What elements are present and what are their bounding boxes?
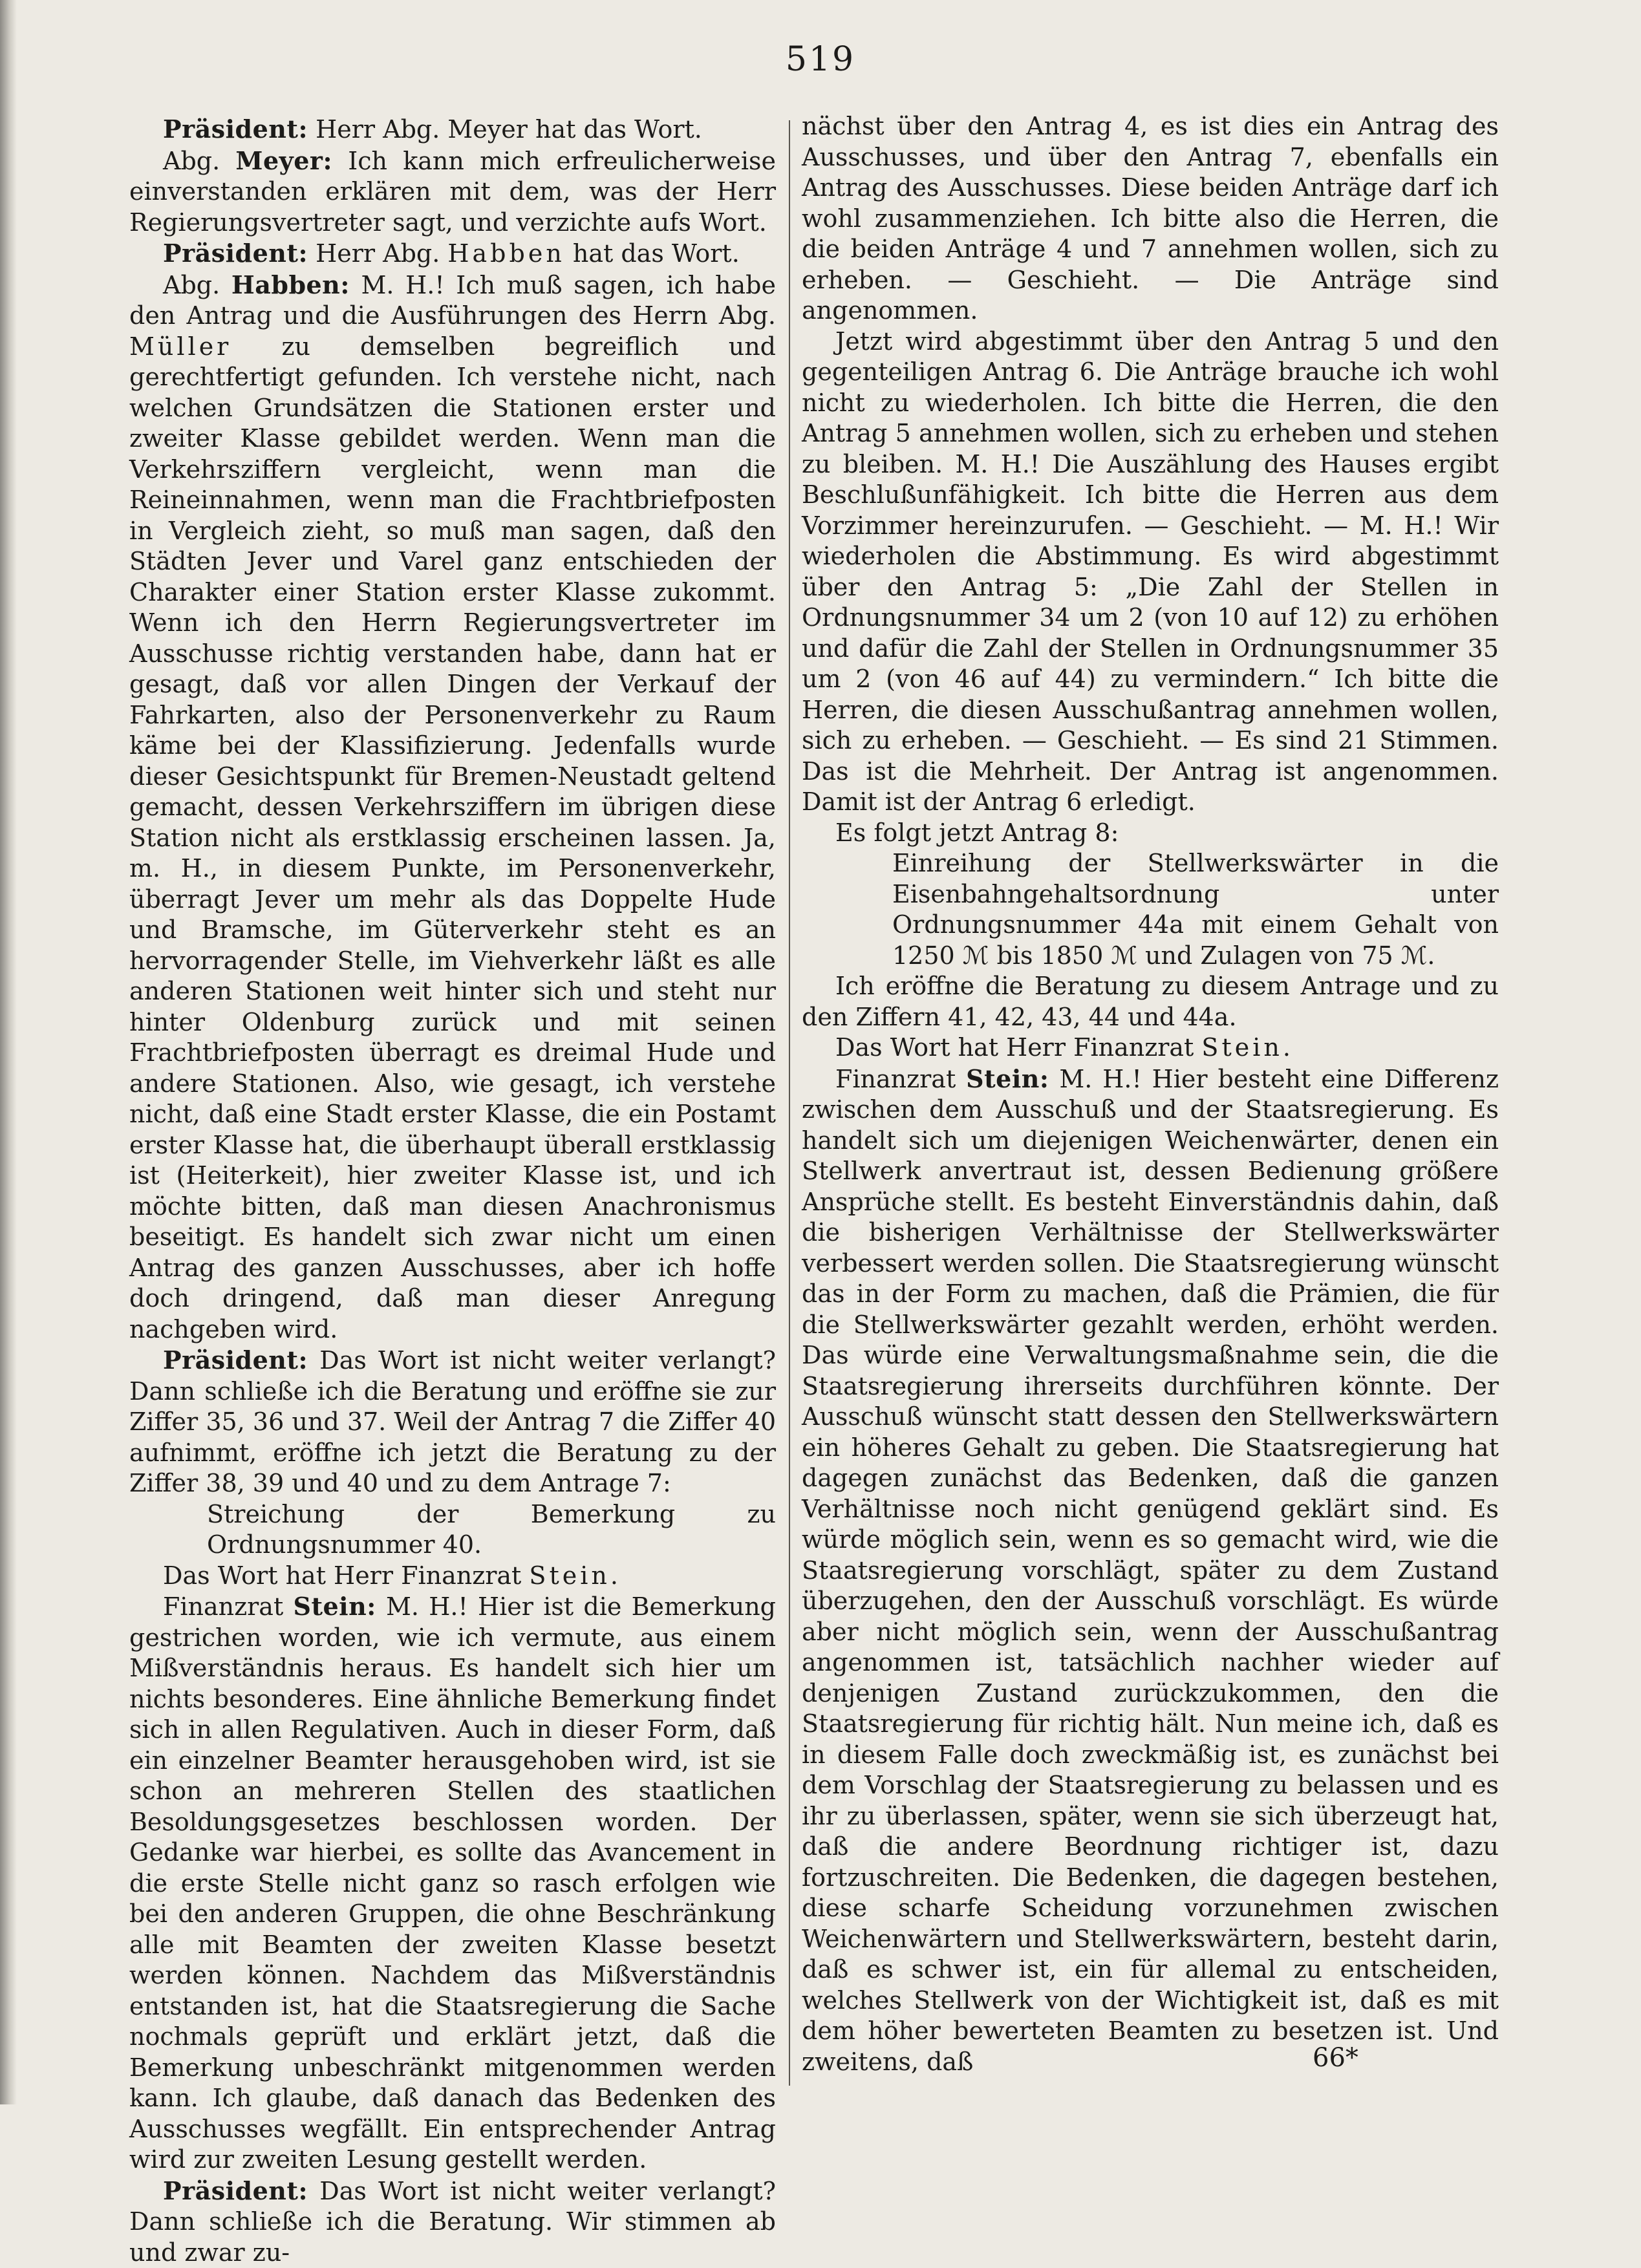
quoted-motion: Streichung der Bemerkung zu Ordnungsnummer 40. xyxy=(207,1499,776,1561)
paragraph-text: M. H.! Hier besteht eine Differenz zwischen dem Ausschuß und der Staatsregierung. Es handelt sich um diejenigen Weichenwärter, denen ein Stellwerk anvertraut ist, dessen Bedienung größere Ansprüche stellt. Es besteht Einverständnis dahin, daß die bisherigen Verhältnisse der Stellwerkswärter verbessert werden sollen. Die Staatsregierung wünscht das in der Form zu machen, daß die Prämien, die für die Stellwerkswärter gezahlt werden, erhöht werden. Das würde eine Verwaltungsmaßnahme sein, die die Staatsregierung ihrerseits durchführen könnte. Der Ausschuß wünscht statt dessen den Stellwerkswärtern ein höheres Gehalt zu geben. Die Staatsregierung hat dagegen zunächst das Bedenken, daß die ganzen Verhältnisse noch nicht genügend geklärt sind. Es würde möglich sein, wenn es so gemacht wird, wie die Staatsregierung vorschlägt, später zu dem Zustand überzugehen, den der Ausschuß vorschlägt. Es würde aber nicht möglich sein, wenn der Ausschußantrag angenommen ist, tatsächlich nachher wieder auf denjenigen Zustand zurückzukommen, den die Staatsregierung für richtig hält. Nun meine ich, daß es in diesem Falle doch zweckmäßig ist, es zunächst bei dem Vorschlag der Staatsregierung zu belassen und es ihr zu überlassen, später, wenn sie sich überzeugt hat, daß die andere Beordnung richtiger ist, dazu fortzuschreiten. Die Bedenken, die dagegen bestehen, diese scharfe Scheidung vorzunehmen zwischen Weichenwärtern und Stellwerkswärtern, besteht darin, daß es schwer ist, ein für allemal zu entscheiden, welches Stellwerk von der Wichtigkeit ist, daß es mit dem höher bewerteten Beamten zu besetzen ist. Und zweitens, daß xyxy=(802,1065,1499,2076)
speaker-name: Stein: xyxy=(966,1064,1049,1093)
page-number: 519 xyxy=(0,40,1641,79)
left-column xyxy=(129,114,776,2268)
speaker-name: Präsident: xyxy=(163,114,308,144)
paragraph: Jetzt wird abgestimmt über den Antrag 5 und den gegenteiligen Antrag 6. Die Anträge brauche ich wohl nicht zu wiederholen. Ich bitte die Herren, die den Antrag 5 annehmen wollen, sich zu erheben und stehen zu bleiben. M. H.! Die Auszählung des Hauses ergibt Beschlußunfähigkeit. Ich bitte die Herren aus dem Vorzimmer hereinzurufen. — Geschieht. — M. H.! Wir wiederholen die Abstimmung. Es wird abgestimmt über den Antrag 5: „Die Zahl der Stellen in Ordnungsnummer 34 um 2 (von 10 auf 12) zu erhöhen und dafür die Zahl der Stellen in Ordnungsnummer 35 um 2 (von 46 auf 44) zu vermindern.“ Ich bitte die Herren, die diesen Ausschußantrag annehmen wollen, sich zu erheben. — Geschieht. — Es sind 21 Stimmen. Das ist die Mehrheit. Der Antrag ist angenommen. Damit ist der Antrag 6 erledigt. xyxy=(802,326,1499,818)
speaker-name: Präsident: xyxy=(163,239,308,268)
quoted-motion: Einreihung der Stellwerkswärter in die Eisenbahngehaltsordnung unter Ordnungsnummer 44a mit einem Gehalt von 1250 ℳ bis 1850 ℳ und Zulagen von 75 ℳ. xyxy=(892,848,1499,971)
paragraph-text: Ich kann mich erfreulicherweise einverstanden erklären mit dem, was der Herr Regierungsvertreter sagt, und verzichte aufs Wort. xyxy=(129,147,776,237)
paragraph: nächst über den Antrag 4, es ist dies ein Antrag des Ausschusses, und über den Antrag 7, ebenfalls ein Antrag des Ausschusses. Diese beiden Anträge darf ich wohl zusammenziehen. Ich bitte also die Herren, die die beiden Anträge 4 und 7 annehmen wollen, sich zu erheben. — Geschieht. — Die Anträge sind angenommen. xyxy=(802,111,1499,326)
right-column xyxy=(802,111,1499,2077)
speaker-prefix: Abg. xyxy=(163,147,235,175)
speaker-name: Präsident: xyxy=(163,2176,308,2205)
spaced-name: Habben xyxy=(447,239,564,268)
paragraph-text: Das Wort ist nicht weiter verlangt? Dann schließe ich die Beratung und eröffne sie zur Ziffer 35, 36 und 37. Weil der Antrag 7 die Ziffer 40 aufnimmt, eröffne ich jetzt die Beratung zu der Ziffer 38, 39 und 40 und zu dem Antrage 7: xyxy=(129,1346,776,1497)
paragraph xyxy=(129,1591,776,2176)
paragraph xyxy=(129,2176,776,2268)
spaced-name: Stein xyxy=(1201,1033,1282,1062)
speaker-prefix: Finanzrat xyxy=(163,1592,294,1621)
paragraph-text: Das Wort ist nicht weiter verlangt? Dann schließe ich die Beratung. Wir stimmen ab und zwar zu- xyxy=(129,2177,776,2267)
paragraph-text: Das Wort hat Herr Finanzrat xyxy=(835,1033,1201,1062)
spaced-name: Stein xyxy=(529,1561,610,1590)
paragraph xyxy=(129,1345,776,1499)
paragraph-text: Das Wort hat Herr Finanzrat xyxy=(163,1561,529,1590)
paragraph-text: Herr Abg. Meyer hat das Wort. xyxy=(308,115,702,144)
paragraph: Ich eröffne die Beratung zu diesem Antrage und zu den Ziffern 41, 42, 43, 44 und 44a. xyxy=(802,971,1499,1032)
paragraph xyxy=(129,270,776,1345)
paragraph xyxy=(802,1032,1499,1064)
paragraph-text: . xyxy=(610,1561,618,1590)
paragraph-text: . xyxy=(1283,1033,1291,1062)
paragraph-text: hat das Wort. xyxy=(565,239,740,268)
spaced-name: Müller xyxy=(129,332,231,361)
paragraph xyxy=(802,1064,1499,2078)
paragraph: Es folgt jetzt Antrag 8: xyxy=(802,818,1499,849)
paragraph-text: zu demselben begreiflich und gerechtfertigt gefunden. Ich verstehe nicht, nach welchen Grundsätzen die Stationen erster und zweiter Klasse gebildet werden. Wenn man die Verkehrsziffern vergleicht, wenn man die Reineinnahmen, wenn man die Frachtbriefposten in Vergleich zieht, so muß man sagen, daß den Städten Jever und Varel ganz entschieden der Charakter einer Station erster Klasse zukommt. Wenn ich den Herrn Regierungsvertreter im Ausschusse richtig verstanden habe, dann hat er gesagt, daß vor allen Dingen der Verkauf der Fahrkarten, also der Personenverkehr zu Raum käme bei der Klassifizierung. Jedenfalls wurde dieser Gesichtspunkt für Bremen-Neustadt geltend gemacht, dessen Verkehrsziffern im übrigen diese Station nicht als erstklassig erscheinen lassen. Ja, m. H., in diesem Punkte, im Personenverkehr, überragt Jever um mehr als das Doppelte Hude und Bramsche, im Güterverkehr steht es an hervorragender Stelle, im Viehverkehr läßt es alle anderen Stationen weit hinter sich und steht nur hinter Oldenburg zurück und mit seinen Frachtbriefposten überragt es dreimal Hude und andere Stationen. Also, wie gesagt, ich verstehe nicht, daß eine Stadt erster Klasse, die ein Postamt erster Klasse hat, die überhaupt überall erstklassig ist (Heiterkeit), hier zweiter Klasse ist, und ich möchte bitten, daß man diesen Anachronismus beseitigt. Es handelt sich zwar nicht um einen Antrag des ganzen Ausschusses, aber ich hoffe doch dringend, daß man dieser Anregung nachgeben wird. xyxy=(129,332,776,1343)
speaker-prefix: Abg. xyxy=(163,271,231,299)
speaker-name: Präsident: xyxy=(163,1345,308,1375)
column-divider xyxy=(789,120,790,2086)
paragraph xyxy=(129,238,776,270)
sheet-signature: 66* xyxy=(1313,2043,1358,2073)
paragraph xyxy=(129,1561,776,1592)
speaker-name: Meyer: xyxy=(235,146,332,175)
speaker-prefix: Finanzrat xyxy=(835,1065,966,1093)
paragraph-text: Herr Abg. xyxy=(308,239,447,268)
paragraph-text: M. H.! Ich muß sagen, ich habe den Antrag und die Ausführungen des Herrn Abg. xyxy=(129,271,776,330)
speaker-name: Habben: xyxy=(231,270,350,299)
paragraph xyxy=(129,145,776,239)
paragraph-text: M. H.! Hier ist die Bemerkung gestrichen worden, wie ich vermute, aus einem Mißverständnis heraus. Es handelt sich hier um nichts besonderes. Eine ähnliche Bemerkung findet sich in allen Regulativen. Auch in dieser Form, daß ein einzelner Beamter herausgehoben wird, ist sie schon an mehreren Stellen des staatlichen Besoldungsgesetzes beschlossen worden. Der Gedanke war hierbei, es sollte das Avancement in die erste Stelle nicht ganz so rasch erfolgen wie bei den anderen Gruppen, die ohne Beschränkung alle mit Beamten der zweiten Klasse besetzt werden können. Nachdem das Mißverständnis entstanden ist, hat die Staatsregierung die Sache nochmals geprüft und erklärt jetzt, daß die Bemerkung unbeschränkt mitgenommen werden kann. Ich glaube, daß danach das Bedenken des Ausschusses wegfällt. Ein entsprechender Antrag wird zur zweiten Lesung gestellt werden. xyxy=(129,1592,776,2174)
speaker-name: Stein: xyxy=(294,1592,376,1621)
paragraph xyxy=(129,114,776,145)
page-binding-shadow xyxy=(0,0,17,2104)
